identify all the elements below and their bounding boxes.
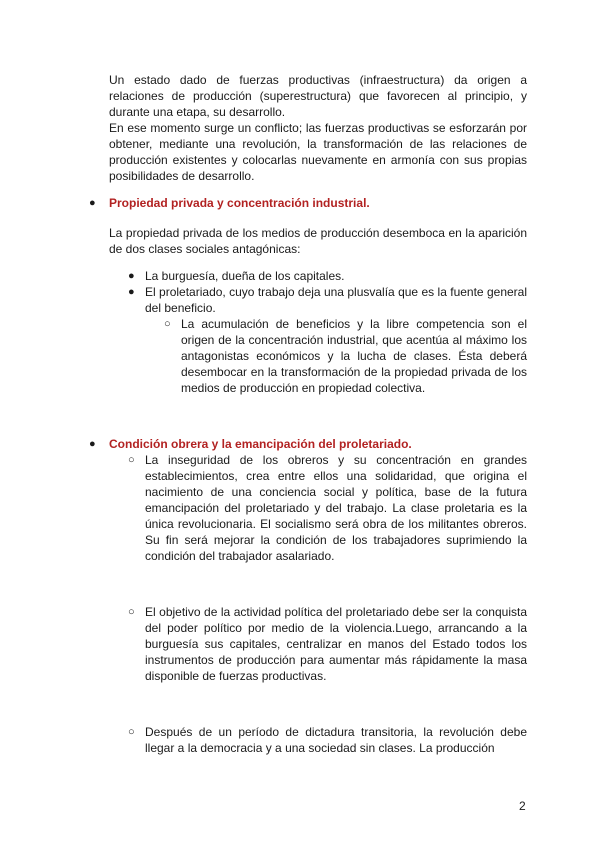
intro-paragraph-2: En ese momento surge un conflicto; las fuerzas productivas se esforzarán por obtener, mediante una revolución, la transformación de las relaciones de producción existentes y colocarlas nuevamente en armonía con sus propias posibilidades de desarrollo.: [109, 121, 527, 183]
section1-intro: La propiedad privada de los medios de producción desemboca en la aparición de dos clases sociales antagónicas:: [109, 226, 527, 256]
section1-item-bullet: ●: [128, 286, 135, 298]
section2-heading: Condición obrera y la emancipación del proletariado.: [109, 437, 412, 451]
intro-paragraph-1: Un estado dado de fuerzas productivas (infraestructura) da origen a relaciones de producción (superestructura) que favorecen al principio, y durante una etapa, su desarrollo.: [109, 73, 527, 119]
section2-bullet: ●: [89, 438, 96, 450]
section2-item-bullet: ○: [128, 454, 135, 466]
section2-item-bullet: ○: [128, 606, 135, 618]
section1-heading: Propiedad privada y concentración industrial.: [109, 196, 370, 210]
section2-item: La inseguridad de los obreros y su concentración en grandes establecimientos, crea entre ellos una solidaridad, que origina el nacimiento de una conciencia social y política, base de la futura emancipación del proletariado y del trabajo. La clase proletaria es la única revolucionaria. El socialismo será obra de los militantes obreros. Su fin será mejorar la condición de los trabajadores suprimiendo la condición del trabajador asalariado.: [145, 453, 527, 563]
section1-bullet: ●: [89, 197, 96, 209]
section1-item: El proletariado, cuyo trabajo deja una plusvalía que es la fuente general del beneficio.: [145, 285, 527, 315]
page-number: 2: [519, 799, 526, 813]
section1-item-bullet: ●: [128, 270, 135, 282]
section1-subitem-bullet: ○: [164, 318, 171, 330]
section2-item-bullet: ○: [128, 726, 135, 738]
section2-item: Después de un período de dictadura transitoria, la revolución debe llegar a la democracia y a una sociedad sin clases. La producción: [145, 725, 527, 755]
section1-item: La burguesía, dueña de los capitales.: [145, 269, 345, 283]
section1-subitem: La acumulación de beneficios y la libre competencia son el origen de la concentración industrial, que acentúa al máximo los antagonistas económicos y la lucha de clases. Ésta deberá desembocar en la transformación de la propiedad privada de los medios de producción en propiedad colectiva.: [181, 317, 527, 395]
section2-item: El objetivo de la actividad política del proletariado debe ser la conquista del poder político por medio de la violencia.Luego, arrancando a la burguesía sus capitales, centralizar en manos del Estado todos los instrumentos de producción para aumentar más rápidamente la masa disponible de fuerzas productivas.: [145, 605, 527, 683]
